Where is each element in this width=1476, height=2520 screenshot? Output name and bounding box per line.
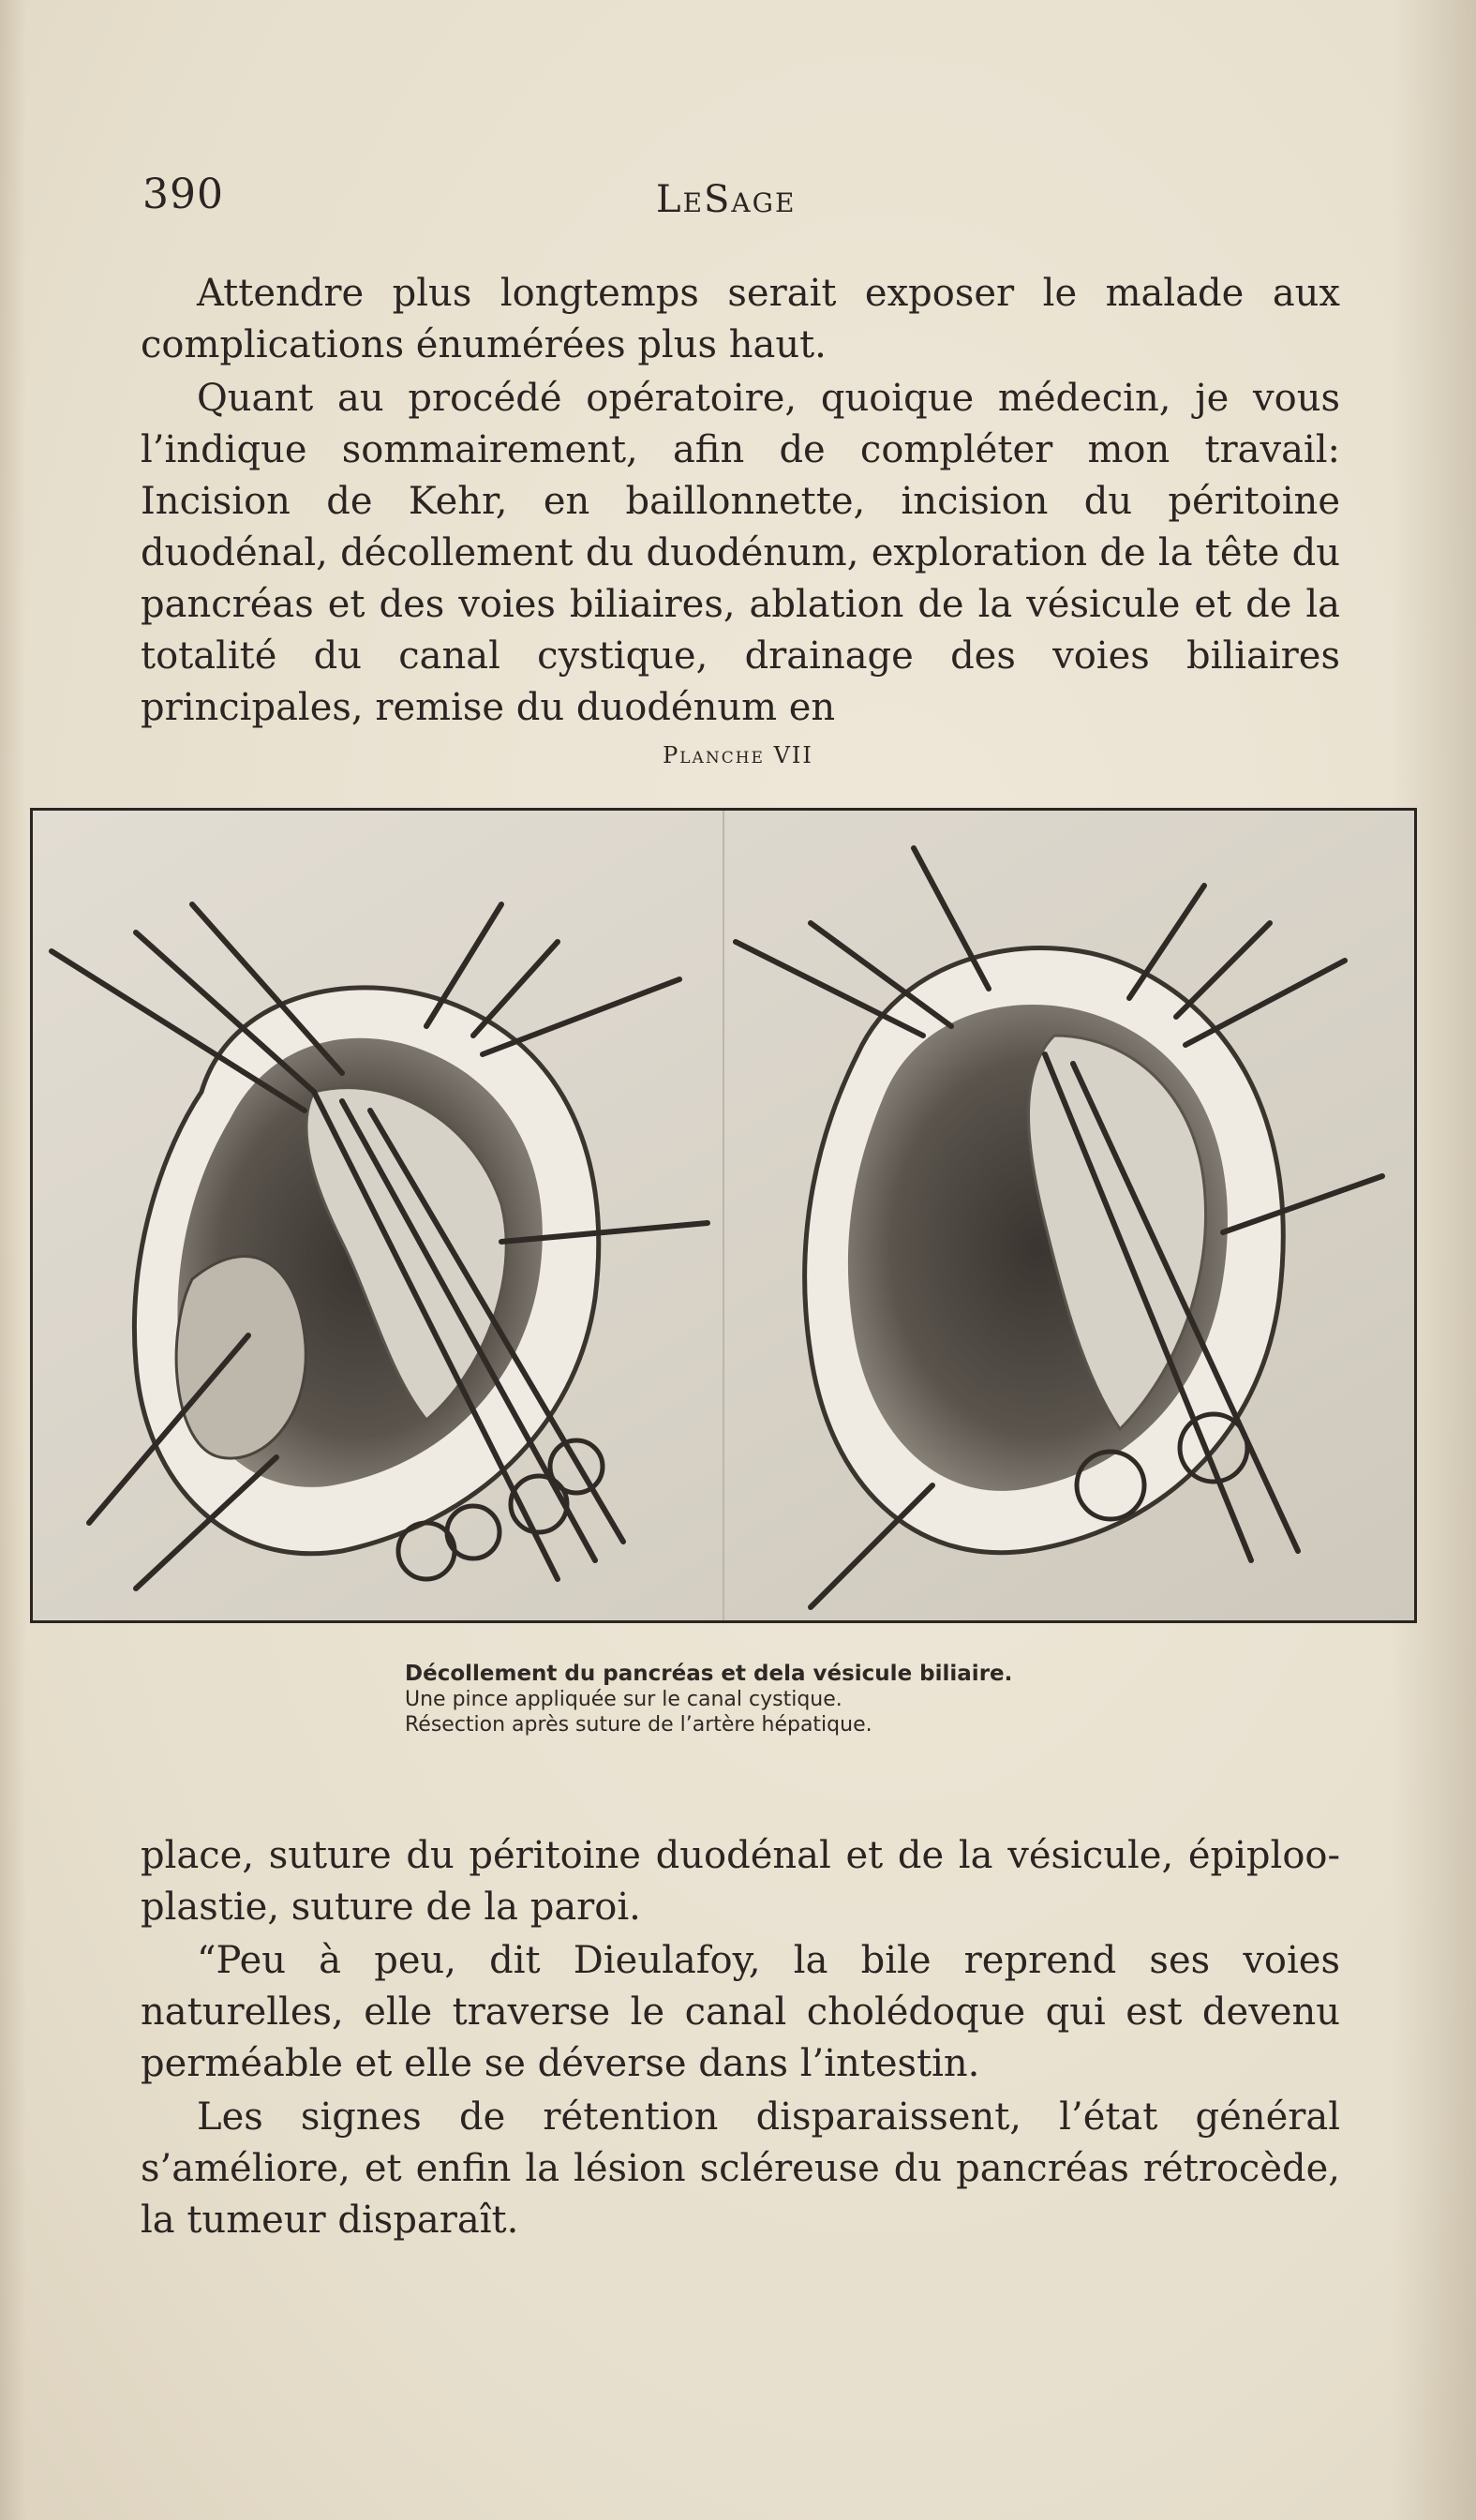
surgical-drawing (33, 811, 1414, 1620)
caption-line: Décollement du pancréas et dela vésicule biliaire. (405, 1662, 1013, 1686)
page-left-edge (0, 0, 26, 2520)
running-title: LeSage (656, 178, 797, 221)
paragraph: place, suture du péritoine duodénal et de la vésicule, épiploo-plastie, suture de la paroi. (141, 1834, 1340, 1929)
paragraph: Quant au procédé opératoire, quoique médecin, je vous l’indique sommairement, afin de compléter mon travail: Incision de Kehr, en baillonnette, incision du péritoine duodénal, décollement du duodénum, exploration de la tête du pancréas et des voies biliaires, ablation de la vésicule et de la totalité du canal cystique, drainage des voies biliaires principales, remise du duodénum en (141, 377, 1340, 729)
plate-label: Planche VII (663, 742, 813, 768)
body-text-top (141, 268, 1340, 734)
surgical-illustration (30, 808, 1417, 1623)
page-number: 390 (142, 171, 224, 218)
paragraph: Attendre plus longtemps serait exposer le malade aux complications énumérées plus haut. (141, 272, 1340, 366)
body-text-bottom (141, 1830, 1340, 2246)
paragraph: Les signes de rétention disparaissent, l’état général s’améliore, et enfin la lésion scléreuse du pancréas rétrocède, la tumeur disparaît. (141, 2095, 1340, 2242)
caption-line: Une pince appliquée sur le canal cystique. (405, 1688, 842, 1711)
paragraph: “Peu à peu, dit Dieulafoy, la bile reprend ses voies naturelles, elle traverse le canal cholédoque qui est devenu perméable et elle se déverse dans l’intestin. (141, 1939, 1340, 2085)
caption-line: Résection après suture de l’artère hépatique. (405, 1713, 872, 1737)
figure-caption (405, 1662, 1080, 1737)
